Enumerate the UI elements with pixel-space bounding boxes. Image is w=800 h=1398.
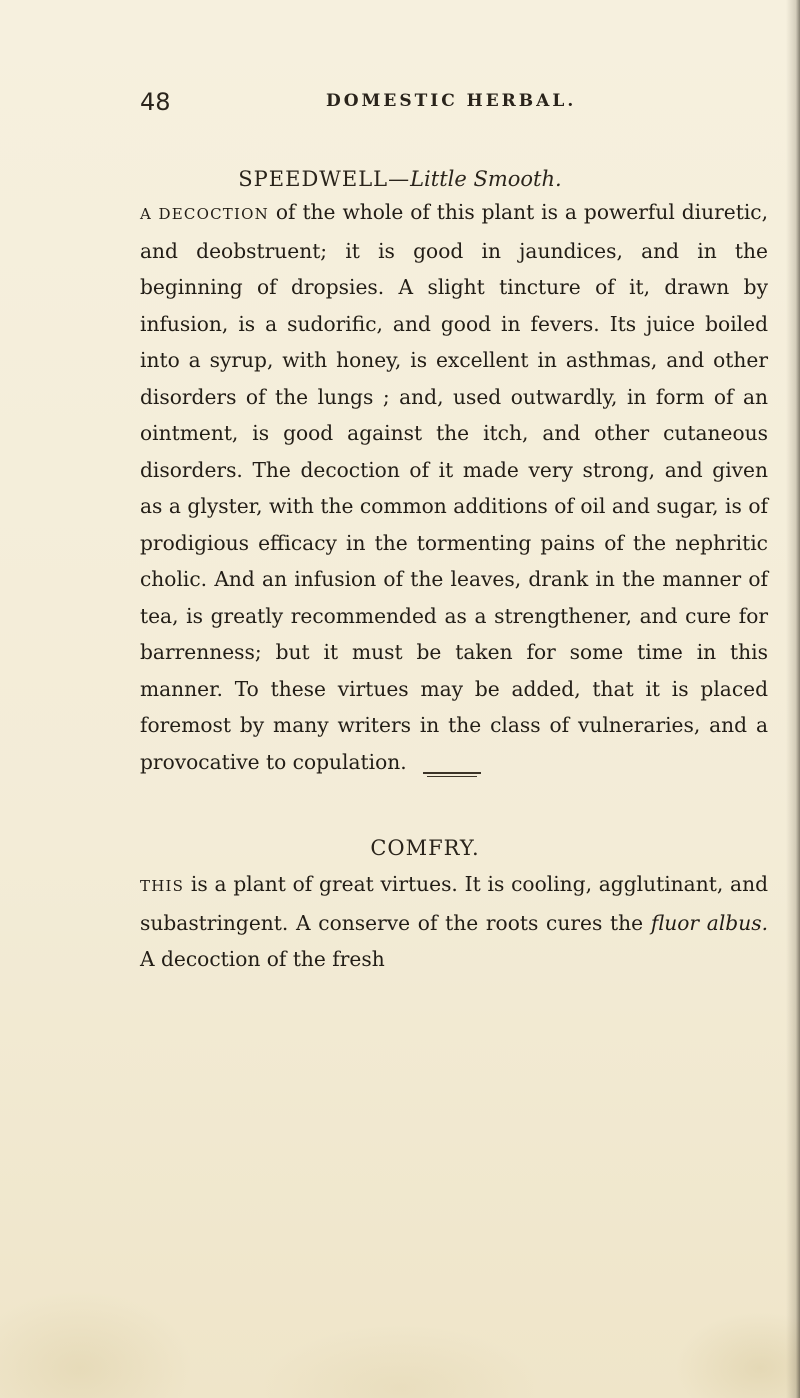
section-title-speedwell <box>0 167 800 191</box>
lead-word: THIS <box>140 877 185 895</box>
lead-word: A DECOCTION <box>140 205 269 223</box>
page-number: 48 <box>140 88 171 116</box>
running-head: DOMESTIC HERBAL. <box>326 91 577 111</box>
section-title-comfry: COMFRY. <box>370 836 480 860</box>
page-foxing <box>0 1068 800 1398</box>
paragraph-text: is a plant of great virtues. It is cooling, agglutinant, and subastringent. A conserve of the roots cures the <box>140 872 768 935</box>
section-body-comfry <box>140 866 768 978</box>
section-body-speedwell <box>140 194 768 780</box>
page-header <box>140 88 660 118</box>
paragraph-text-continued: A decoction of the fresh <box>140 947 385 971</box>
section-title-main: SPEEDWELL— <box>238 167 411 191</box>
section-title-italic: Little Smooth. <box>410 167 562 191</box>
page-edge-shadow <box>786 0 800 1398</box>
section-divider <box>423 772 481 777</box>
paragraph-text: of the whole of this plant is a powerful diuretic, and deobstruent; it is good in jaundices, and in the beginning of dropsies. A slight tincture of it, drawn by infusion, is a sudorific, and good in fevers. Its juice boiled into a syrup, with honey, is excellent in asthmas, and other disorders of the lungs ; and, used outwardly, in form of an ointment, is good against the itch, and other cutaneous disorders. The decoction of it made very strong, and given as a glyster, with the common additions of oil and sugar, is of prodigious efficacy in the tormenting pains of the nephritic cholic. And an infusion of the leaves, drank in the manner of tea, is greatly recommended as a strengthener, and cure for barrenness; but it must be taken for some time in this manner. To these virtues may be added, that it is placed foremost by many writers in the class of vulneraries, and a provocative to copulation. <box>140 200 768 774</box>
italic-phrase: fluor albus. <box>650 910 768 935</box>
